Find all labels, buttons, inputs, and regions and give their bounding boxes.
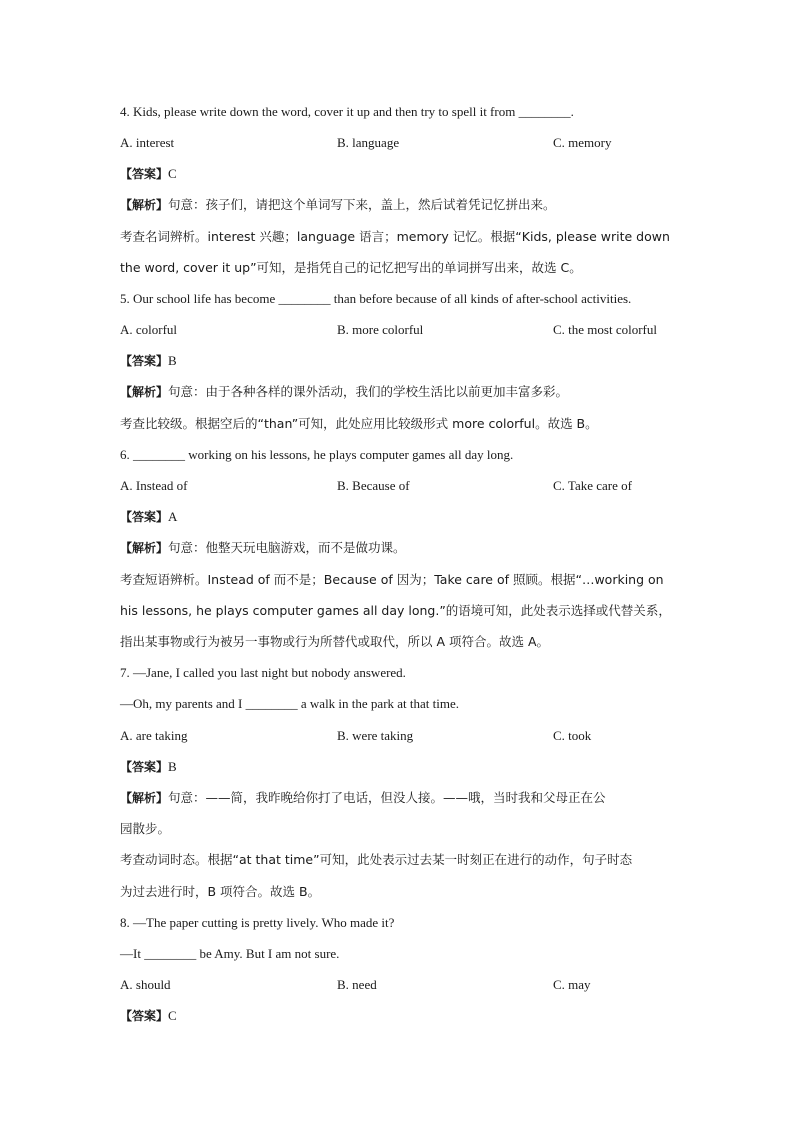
question-7-analysis-4: 为过去进行时，B 项符合。故选 B。: [120, 884, 321, 899]
question-7-option-c: C. took: [553, 728, 592, 743]
analysis-label: 【解析】: [120, 385, 169, 399]
answer-label: 【答案】: [120, 510, 169, 524]
answer-value: A: [168, 509, 178, 524]
question-6-stem: 6. ________ working on his lessons, he plays computer games all day long.: [120, 447, 514, 462]
question-6-analysis-1: [120, 540, 406, 556]
analysis-text: 句意：由于各种各样的课外活动，我们的学校生活比以前更加丰富多彩。: [168, 384, 569, 399]
analysis-text: 句意：孩子们，请把这个单词写下来，盖上，然后试着凭记忆拼出来。: [168, 197, 556, 212]
question-4-stem: 4. Kids, please write down the word, cover it up and then try to spell it from ________.: [120, 104, 574, 119]
analysis-text: 句意：他整天玩电脑游戏，而不是做功课。: [168, 540, 406, 555]
answer-value: C: [168, 166, 177, 181]
question-8-option-b: B. need: [337, 977, 377, 992]
question-6-analysis-4: 指出某事物或行为被另一事物或行为所替代或取代，所以 A 项符合。故选 A。: [120, 634, 550, 649]
question-5-analysis-2: 考查比较级。根据空后的“than”可知，此处应用比较级形式 more colorful。故选 B。: [120, 416, 598, 431]
analysis-label: 【解析】: [120, 791, 169, 805]
question-6-analysis-2: 考查短语辨析。Instead of 而不是；Because of 因为；Take care of 照顾。根据“…working on: [120, 572, 664, 587]
question-8-option-a: A. should: [120, 977, 171, 992]
analysis-label: 【解析】: [120, 198, 169, 212]
analysis-text: 句意：——简，我昨晚给你打了电话，但没人接。——哦，当时我和父母正在公: [168, 790, 606, 805]
question-6-option-b: B. Because of: [337, 478, 410, 493]
question-8-stem-2: —It ________ be Amy. But I am not sure.: [120, 946, 340, 961]
question-8-answer: [120, 1008, 177, 1024]
question-7-analysis-2: 园散步。: [120, 821, 171, 836]
question-5-option-c: C. the most colorful: [553, 322, 657, 337]
question-4-option-b: B. language: [337, 135, 400, 150]
answer-label: 【答案】: [120, 354, 169, 368]
question-7-analysis-1: [120, 790, 606, 806]
question-4-analysis-1: [120, 197, 556, 213]
question-6-option-a: A. Instead of: [120, 478, 188, 493]
question-4-analysis-2: 考查名词辨析。interest 兴趣；language 语言；memory 记忆。根据“Kids, please write down: [120, 229, 670, 244]
question-8-option-c: C. may: [553, 977, 591, 992]
question-5-stem: 5. Our school life has become ________ than before because of all kinds of after-school activities.: [120, 291, 632, 306]
question-4-option-c: C. memory: [553, 135, 612, 150]
answer-value: B: [168, 353, 177, 368]
analysis-label: 【解析】: [120, 541, 169, 555]
question-4-analysis-3: the word, cover it up”可知，是指凭自己的记忆把写出的单词拼写出来，故选 C。: [120, 260, 582, 275]
question-6-analysis-3: his lessons, he plays computer games all day long.”的语境可知，此处表示选择或代替关系，: [120, 603, 671, 618]
question-7-stem-2: —Oh, my parents and I ________ a walk in the park at that time.: [120, 696, 460, 711]
question-7-option-a: A. are taking: [120, 728, 188, 743]
question-6-answer: [120, 509, 177, 525]
question-5-analysis-1: [120, 384, 568, 400]
answer-label: 【答案】: [120, 167, 169, 181]
answer-label: 【答案】: [120, 760, 169, 774]
question-7-analysis-3: 考查动词时态。根据“at that time”可知，此处表示过去某一时刻正在进行的动作，句子时态: [120, 852, 633, 867]
question-5-answer: [120, 353, 177, 369]
question-7-option-b: B. were taking: [337, 728, 414, 743]
question-7-answer: [120, 759, 177, 775]
question-4-option-a: A. interest: [120, 135, 175, 150]
question-6-option-c: C. Take care of: [553, 478, 632, 493]
question-5-option-b: B. more colorful: [337, 322, 424, 337]
question-8-stem: 8. —The paper cutting is pretty lively. Who made it?: [120, 915, 395, 930]
answer-value: C: [168, 1008, 177, 1023]
answer-label: 【答案】: [120, 1009, 169, 1023]
answer-value: B: [168, 759, 177, 774]
question-4-answer: [120, 166, 177, 182]
question-7-stem: 7. —Jane, I called you last night but nobody answered.: [120, 665, 406, 680]
question-5-option-a: A. colorful: [120, 322, 178, 337]
